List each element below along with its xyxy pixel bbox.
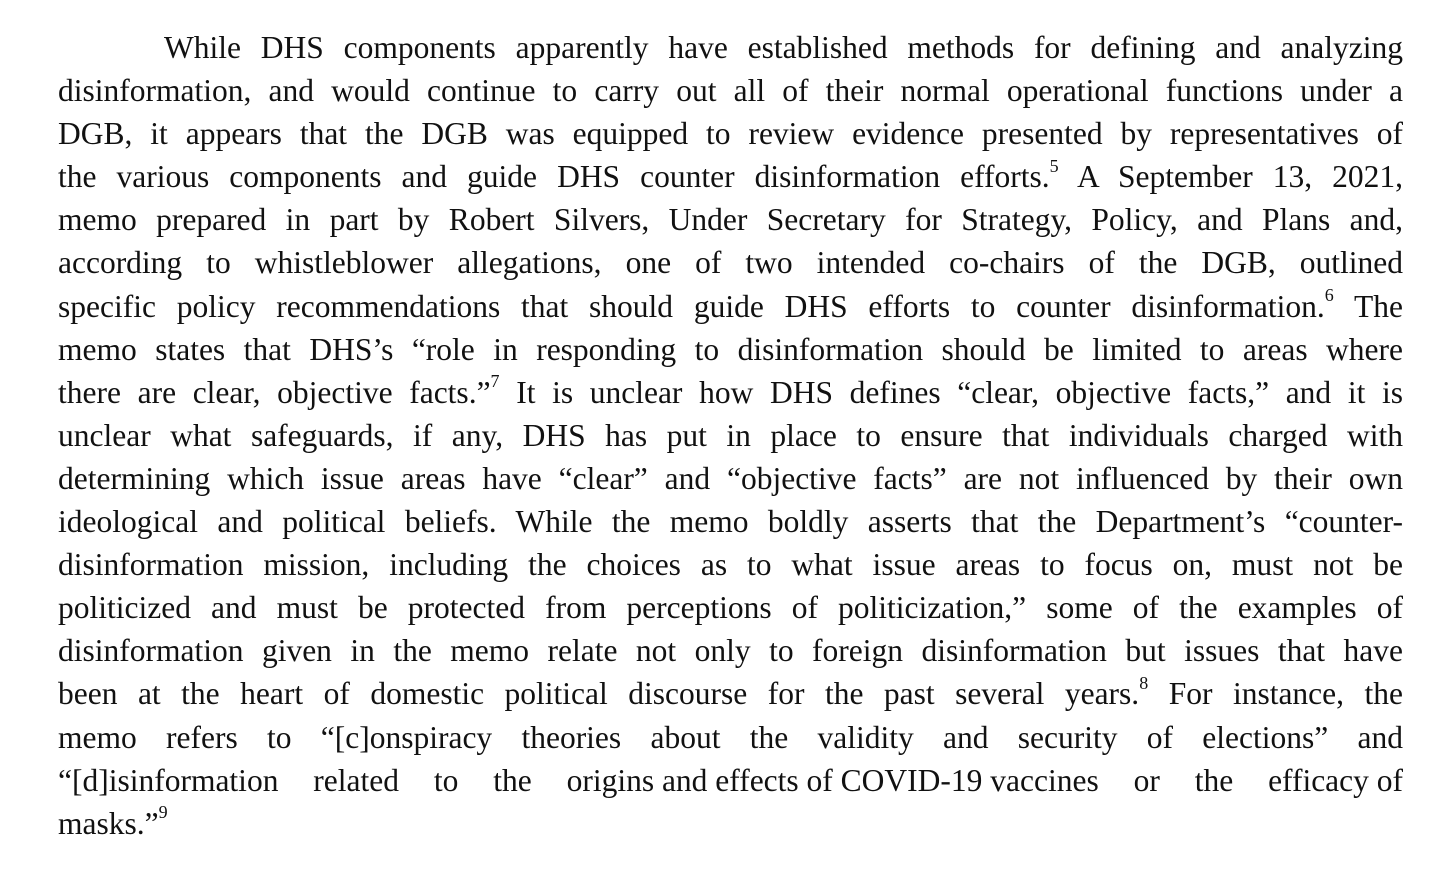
text-run: A September 13, 2021, bbox=[1076, 159, 1404, 195]
text-run: disinformation mission, including the choices as to what issue areas to focus on, must not be bbox=[58, 547, 1403, 583]
text-line bbox=[58, 241, 1403, 284]
text-line bbox=[58, 716, 1403, 759]
text-line bbox=[58, 414, 1403, 457]
text-run: specific policy recommendations that should guide DHS efforts to counter disinformation. bbox=[58, 288, 1325, 324]
body-paragraph bbox=[58, 26, 1403, 845]
highlighted-phrase-covid-vaccines bbox=[567, 759, 1099, 802]
text-run: been at the heart of domestic political discourse for the past several years. bbox=[58, 676, 1140, 712]
text-run: efficacy of bbox=[1268, 762, 1404, 798]
text-line bbox=[58, 759, 1403, 802]
text-run: determining which issue areas have “clear” and “objective facts” are not influenced by their own bbox=[58, 460, 1403, 496]
footnote-ref-5: 5 bbox=[1049, 155, 1059, 176]
footnote-ref-7: 7 bbox=[490, 371, 500, 392]
text-run: masks.” bbox=[58, 805, 159, 841]
text-line bbox=[58, 328, 1403, 371]
text-run: or the bbox=[1133, 762, 1234, 798]
text-line bbox=[58, 629, 1403, 672]
text-run: origins and effects of COVID-19 vaccines bbox=[566, 762, 1099, 798]
text-line bbox=[58, 586, 1403, 629]
text-line bbox=[58, 26, 1403, 69]
text-line bbox=[58, 802, 1403, 845]
text-run: ideological and political beliefs. While the memo boldly asserts that the Department’s “counter- bbox=[58, 504, 1403, 540]
text-run: memo prepared in part by Robert Silvers, Under Secretary for Strategy, Policy, and Plans and, bbox=[58, 202, 1403, 238]
text-line bbox=[58, 112, 1403, 155]
text-run: the various components and guide DHS counter disinformation efforts. bbox=[58, 159, 1050, 195]
text-run: politicized and must be protected from perceptions of politicization,” some of the examples of bbox=[58, 590, 1403, 626]
footnote-ref-9: 9 bbox=[158, 802, 168, 823]
text-run: unclear what safeguards, if any, DHS has put in place to ensure that individuals charged with bbox=[58, 417, 1403, 453]
highlighted-phrase-efficacy bbox=[1268, 759, 1403, 802]
text-run: The bbox=[1354, 288, 1403, 324]
footnote-ref-8: 8 bbox=[1139, 672, 1149, 693]
text-run: memo states that DHS’s “role in responding to disinformation should be limited to areas where bbox=[58, 331, 1403, 367]
text-line bbox=[58, 500, 1403, 543]
text-run: For instance, the bbox=[1168, 676, 1403, 712]
text-run: It is unclear how DHS defines “clear, objective facts,” and it is bbox=[516, 374, 1403, 410]
text-run: according to whistleblower allegations, one of two intended co-chairs of the DGB, outlined bbox=[58, 245, 1403, 281]
text-line bbox=[58, 371, 1403, 414]
text-line bbox=[58, 198, 1403, 241]
text-line bbox=[58, 69, 1403, 112]
text-run: “[d]isinformation related to the bbox=[58, 762, 532, 798]
text-run: disinformation, and would continue to carry out all of their normal operational functions under a bbox=[58, 73, 1403, 109]
text-line bbox=[58, 285, 1403, 328]
text-line bbox=[58, 672, 1403, 715]
text-line bbox=[58, 543, 1403, 586]
footnote-ref-6: 6 bbox=[1324, 285, 1334, 306]
text-run: disinformation given in the memo relate not only to foreign disinformation but issues that have bbox=[58, 633, 1403, 669]
text-run: DGB, it appears that the DGB was equipped to review evidence presented by representatives of bbox=[58, 116, 1403, 152]
text-run: memo refers to “[c]onspiracy theories about the validity and security of elections” and bbox=[58, 719, 1403, 755]
text-line bbox=[58, 155, 1403, 198]
text-run: While DHS components apparently have established methods for defining and analyzing bbox=[164, 30, 1403, 65]
text-line bbox=[58, 457, 1403, 500]
text-run: there are clear, objective facts.” bbox=[58, 374, 491, 410]
highlighted-phrase-masks bbox=[58, 802, 159, 845]
